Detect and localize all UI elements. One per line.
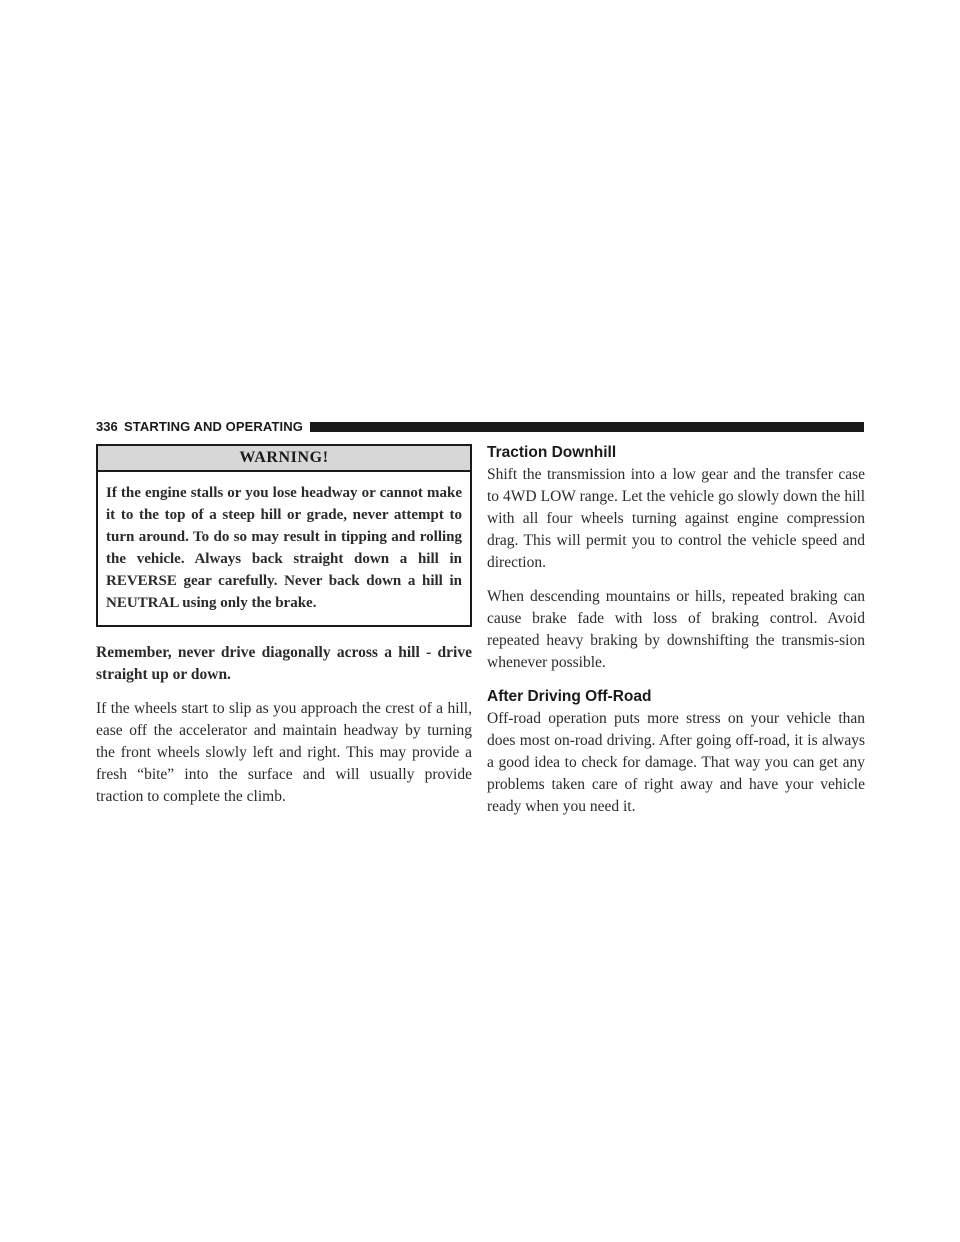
right-column (487, 444, 865, 818)
wheel-slip-paragraph: If the wheels start to slip as you approach the crest of a hill, ease off the accelerator and maintain headway by turning the front wheels slowly left and right. This may provide a fresh “bite” into the surface and will usually provide traction to complete the climb. (96, 700, 472, 805)
page-header (96, 419, 864, 435)
section-title: STARTING AND OPERATING (124, 419, 303, 434)
traction-downhill-paragraph-2: When descending mountains or hills, repeated braking can cause brake fade with loss of braking control. Avoid repeated heavy braking by downshifting the transmis-sion whenever possible. (487, 588, 865, 671)
traction-downhill-heading: Traction Downhill (487, 444, 617, 461)
header-rule (310, 422, 864, 432)
warning-box (96, 444, 472, 627)
left-column (96, 444, 472, 808)
traction-downhill-paragraph-1: Shift the transmission into a low gear and the transfer case to 4WD LOW range. Let the vehicle go slowly down the hill with all four wheels turning against engine compression drag. This will permit you to control the vehicle speed and direction. (487, 466, 865, 571)
after-driving-off-road-heading: After Driving Off-Road (487, 688, 652, 705)
after-driving-off-road-paragraph: Off-road operation puts more stress on your vehicle than does most on-road driving. After going off-road, it is always a good idea to check for damage. That way you can get any problems taken care of right away and have your vehicle ready when you need it. (487, 710, 865, 815)
hill-diagonal-note: Remember, never drive diagonally across a hill - drive straight up or down. (96, 644, 472, 683)
warning-title: WARNING! (98, 446, 470, 472)
warning-body: If the engine stalls or you lose headway or cannot make it to the top of a steep hill or grade, never attempt to turn around. To do so may result in tipping and rolling the vehicle. Always back straight down a hill in REVERSE gear carefully. Never back down a hill in NEUTRAL using only the brake. (106, 485, 462, 611)
page-number: 336 (96, 419, 118, 434)
